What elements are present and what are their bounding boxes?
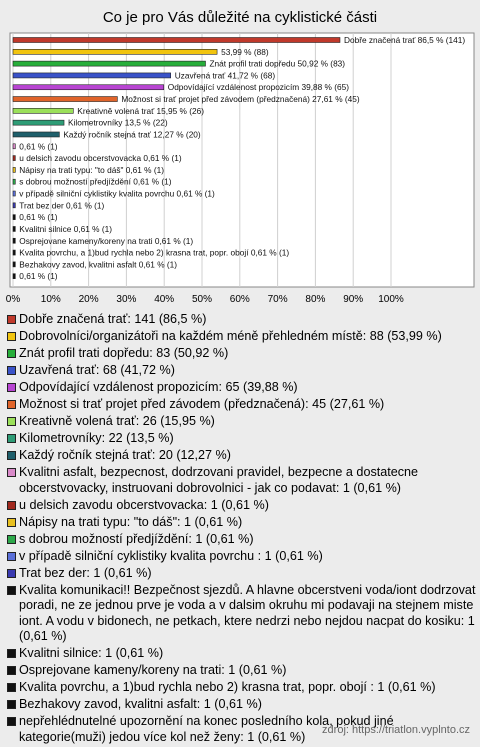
bar xyxy=(13,120,64,125)
legend-swatch xyxy=(7,666,16,675)
legend-swatch xyxy=(7,434,16,443)
bar-label: Kilometrovníky 13,5 % (22) xyxy=(68,117,168,128)
legend-swatch xyxy=(7,366,16,375)
bar xyxy=(13,167,15,172)
legend-swatch xyxy=(7,569,16,578)
x-tick-label: 100% xyxy=(378,294,404,305)
legend-item xyxy=(6,431,476,447)
legend-label: Kvalita komunikaci!! Bezpečnost sjezdů. A hlavne obcerstveni voda/iont dodrzovat poradi, ne ze jednou prve je voda a v dalsim okruhu mi podavaji na stejnem miste iont. A vodu v bidonech, ne petkach, ktere nedrzi nebo nejdou nacpat do kosiku: 1 (0,61 %) xyxy=(19,582,476,643)
bar-label: Odpovídající vzdálenost propozicím 39,88 % (65) xyxy=(167,82,349,93)
x-tick-label: 80% xyxy=(305,294,326,305)
legend-label: Kvalita povrchu, a 1)bud rychla nebo 2) krasna trat, popr. obojí : 1 (0,61 %) xyxy=(19,680,436,694)
legend-label: Dobře značená trať: 141 (86,5 %) xyxy=(19,312,207,326)
bar-label: Trat bez der 0,61 % (1) xyxy=(19,200,105,211)
bar-label: Znát profil trati dopředu 50,92 % (83) xyxy=(209,58,346,69)
bar-label: Dobře značená trať 86,5 % (141) xyxy=(343,35,466,45)
legend-swatch xyxy=(7,649,16,658)
legend-item xyxy=(6,329,476,345)
legend-label: Bezhakovy zavod, kvalitni asfalt: 1 (0,61 %) xyxy=(19,697,262,711)
x-tick-label: 0% xyxy=(5,294,21,305)
bar xyxy=(13,226,15,231)
legend-label: s dobrou možností předjíždění: 1 (0,61 %) xyxy=(19,531,254,546)
bar xyxy=(13,262,15,267)
legend-label: Osprejovane kameny/koreny na trati: 1 (0,61 %) xyxy=(19,663,287,677)
legend-label: Dobrovolníci/organizátoři na každém méně přehledném místě: 88 (53,99 %) xyxy=(19,329,442,343)
bar xyxy=(13,238,15,243)
bar-label: 0,61 % (1) xyxy=(19,141,58,152)
legend-item xyxy=(6,397,476,413)
legend-swatch xyxy=(7,417,16,426)
bar xyxy=(13,191,15,196)
bar xyxy=(13,250,15,255)
bar-label: Bezhakovy zavod, kvalitni asfalt 0,61 % (1) xyxy=(19,259,178,270)
legend-item xyxy=(6,663,476,679)
bar xyxy=(13,179,15,184)
legend-label: Odpovídající vzdálenost propozicím: 65 (39,88 %) xyxy=(19,380,298,394)
bar-label: Osprejovane kameny/koreny na trati 0,61 % (1) xyxy=(19,235,194,246)
legend-item xyxy=(6,583,476,645)
bar-label: 0,61 % (1) xyxy=(19,212,58,223)
legend-label: Každý ročník stejná trať: 20 (12,27 %) xyxy=(19,448,231,462)
x-tick-label: 60% xyxy=(229,294,250,305)
x-tick-label: 30% xyxy=(116,294,137,305)
bar xyxy=(13,274,15,279)
legend-label: Kvalitni asfalt, bezpecnost, dodrzovani pravidel, bezpecne a dostatecne obcerstvovacky, instruovani dobrovolnici - jak co podavat: 1 (0,61 %) xyxy=(19,465,419,495)
legend-swatch xyxy=(7,518,16,527)
legend-item xyxy=(6,549,476,565)
bar xyxy=(13,97,117,102)
bar-label: 53,99 % (88) xyxy=(221,46,269,57)
legend-swatch xyxy=(7,468,16,477)
x-tick-label: 50% xyxy=(191,294,213,305)
legend-swatch xyxy=(7,315,16,324)
bar-label: Nápisy na trati typu: "to dáš" 0,61 % (1) xyxy=(19,164,165,175)
legend-label: Nápisy na trati typu: "to dáš": 1 (0,61 %) xyxy=(19,514,243,529)
legend-item xyxy=(6,448,476,464)
bar-label: Uzavřená trať 41,72 % (68) xyxy=(174,70,276,81)
bar xyxy=(13,38,340,43)
x-tick-label: 20% xyxy=(78,294,99,305)
legend-label: Kreativně volená trať: 26 (15,95 %) xyxy=(19,414,215,428)
legend-item xyxy=(6,498,476,514)
legend-swatch xyxy=(7,383,16,392)
x-tick-label: 70% xyxy=(267,294,288,305)
legend-label: Uzavřená trať: 68 (41,72 %) xyxy=(19,363,175,377)
bar-label: v případě silniční cyklistiky kvalita povrchu 0,61 % (1) xyxy=(19,188,215,199)
bar-chart xyxy=(0,0,480,312)
legend-item xyxy=(6,532,476,548)
legend-label: u delsich zavodu obcerstvovacka: 1 (0,61 %) xyxy=(19,497,269,512)
chart-title: Co je pro Vás důležité na cyklistické části xyxy=(102,9,378,26)
legend-swatch xyxy=(7,349,16,358)
bar xyxy=(13,85,164,90)
bar xyxy=(13,73,171,78)
bar-label: Možnost si trať projet před závodem (předznačená) 27,61 % (45) xyxy=(121,94,360,105)
legend-swatch xyxy=(7,552,16,561)
legend-item xyxy=(6,380,476,396)
legend-item xyxy=(6,566,476,582)
legend-swatch xyxy=(7,683,16,692)
chart-legend xyxy=(6,312,476,747)
legend-label: Trat bez der: 1 (0,61 %) xyxy=(19,565,152,580)
x-tick-label: 90% xyxy=(343,294,364,305)
source-credit: zdroj: https://triatlon.vyplnto.cz xyxy=(322,724,470,736)
legend-item xyxy=(6,680,476,696)
legend-label: Kilometrovníky: 22 (13,5 %) xyxy=(19,431,174,445)
legend-swatch xyxy=(7,332,16,341)
bar-label: Kreativně volená trať 15,95 % (26) xyxy=(77,105,205,116)
legend-swatch xyxy=(7,700,16,709)
legend-swatch xyxy=(7,400,16,409)
legend-label: nepřehlédnutelné upozornění na konec posledního kola, pokud jiné kategorie(muži) jedou více kol než ženy: 1 (0,61 %) xyxy=(19,714,394,744)
bar xyxy=(13,61,205,66)
legend-item xyxy=(6,363,476,379)
bar xyxy=(13,49,217,54)
x-tick-label: 40% xyxy=(154,294,175,305)
legend-item xyxy=(6,312,476,328)
legend-swatch xyxy=(7,501,16,510)
legend-item xyxy=(6,515,476,531)
bar xyxy=(13,132,59,137)
legend-item xyxy=(6,465,476,496)
legend-swatch xyxy=(7,717,16,726)
bar-label: Kvalitni silnice 0,61 % (1) xyxy=(19,223,113,234)
legend-item xyxy=(6,697,476,713)
legend-label: Kvalitni silnice: 1 (0,61 %) xyxy=(19,646,164,660)
bar-label: Každý ročník stejná trať 12,27 % (20) xyxy=(63,129,201,140)
bar-label: Kvalita povrchu, a 1)bud rychla nebo 2) krasna trat, popr. obojí 0,61 % (1) xyxy=(19,247,290,258)
legend-item xyxy=(6,646,476,662)
legend-label: Znát profil trati dopředu: 83 (50,92 %) xyxy=(19,346,229,360)
legend-swatch xyxy=(7,535,16,544)
bar-label: u delsich zavodu obcerstvovacka 0,61 % (1) xyxy=(19,153,182,164)
legend-swatch xyxy=(7,451,16,460)
legend-swatch xyxy=(7,586,16,595)
x-tick-label: 10% xyxy=(40,294,61,305)
bar-label: 0,61 % (1) xyxy=(19,271,58,282)
bar xyxy=(13,203,15,208)
legend-item xyxy=(6,346,476,362)
bar xyxy=(13,156,15,161)
legend-item xyxy=(6,414,476,430)
bar xyxy=(13,144,15,149)
legend-label: v případě silniční cyklistiky kvalita povrchu : 1 (0,61 %) xyxy=(19,548,323,563)
bar xyxy=(13,215,15,220)
bar xyxy=(13,108,73,113)
legend-label: Možnost si trať projet před závodem (předznačená): 45 (27,61 %) xyxy=(19,397,385,411)
bar-label: s dobrou možností předjíždění 0,61 % (1) xyxy=(19,176,172,187)
